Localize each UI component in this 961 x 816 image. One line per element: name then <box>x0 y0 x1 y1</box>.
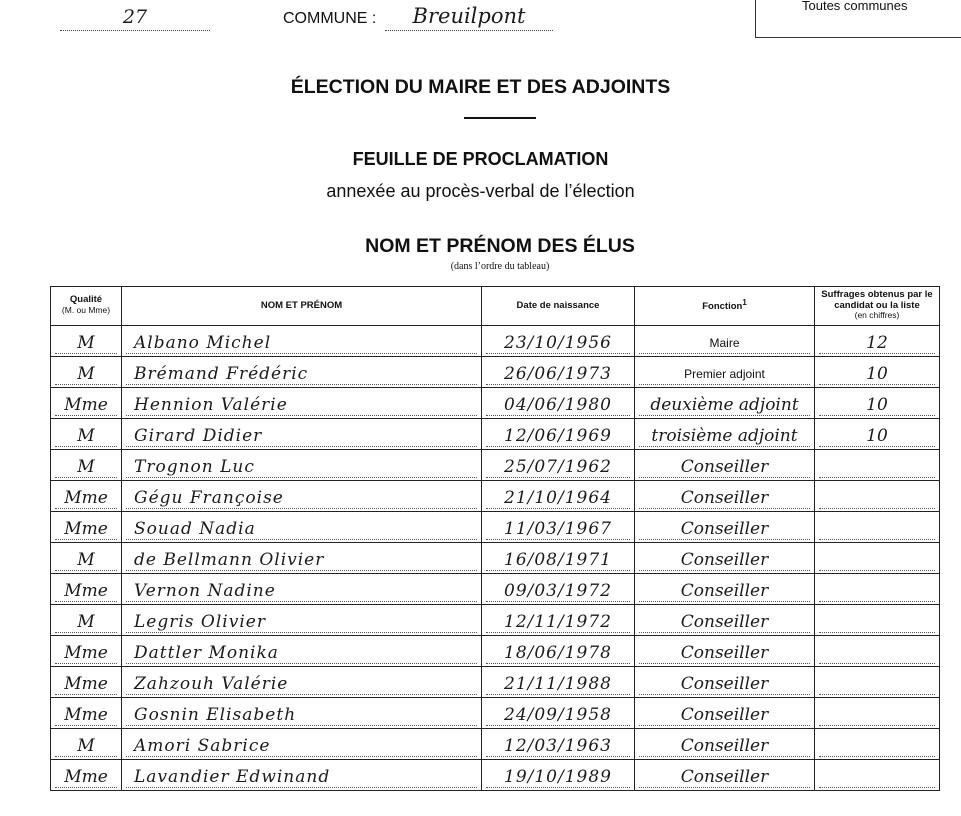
cell-suffrages-value <box>819 550 935 571</box>
cell-fonction <box>635 450 815 481</box>
cell-date-value: 21/10/1964 <box>486 488 630 509</box>
header-suffrages <box>815 287 940 326</box>
header-fonction-label: Fonction <box>702 301 743 313</box>
cell-suffrages <box>815 574 940 605</box>
cell-fonction <box>635 605 815 636</box>
cell-suffrages <box>815 388 940 419</box>
cell-date-value: 18/06/1978 <box>486 643 630 664</box>
cell-qualite-value: Mme <box>55 643 117 664</box>
cell-qualite-value: M <box>55 612 117 633</box>
departement-number: 27 <box>60 6 210 31</box>
cell-fonction-value: deuxième adjoint <box>639 395 810 416</box>
cell-nom-value: Trognon Luc <box>126 457 477 478</box>
cell-suffrages-value: 10 <box>819 426 935 447</box>
cell-qualite-value: Mme <box>55 674 117 695</box>
cell-suffrages <box>815 357 940 388</box>
cell-qualite <box>51 481 122 512</box>
cell-nom <box>122 419 482 450</box>
cell-date <box>482 760 635 791</box>
header-qualite-label: Qualité <box>69 294 103 306</box>
cell-fonction-value: troisième adjoint <box>639 426 810 447</box>
cell-qualite-value: M <box>55 457 117 478</box>
header-date: Date de naissance <box>482 287 635 326</box>
cell-suffrages <box>815 698 940 729</box>
cell-qualite-value: M <box>55 426 117 447</box>
header-qualite-sub: (M. ou Mme) <box>61 305 111 315</box>
document-title: ÉLECTION DU MAIRE ET DES ADJOINTS <box>290 76 671 98</box>
cell-qualite <box>51 729 122 760</box>
table-row <box>51 667 940 698</box>
table-row <box>51 698 940 729</box>
cell-fonction <box>635 636 815 667</box>
cell-qualite <box>51 574 122 605</box>
table-header-row <box>51 287 940 326</box>
header-nom: NOM ET PRÉNOM <box>122 287 482 326</box>
commune-label: COMMUNE : <box>283 10 377 27</box>
cell-date-value: 16/08/1971 <box>486 550 630 571</box>
cell-qualite <box>51 760 122 791</box>
header-qualite <box>51 287 122 326</box>
cell-date-value: 26/06/1973 <box>486 364 630 385</box>
cell-date <box>482 326 635 357</box>
cell-date-value: 12/03/1963 <box>486 736 630 757</box>
cell-date <box>482 419 635 450</box>
cell-qualite-value: Mme <box>55 705 117 726</box>
cell-date-value: 23/10/1956 <box>486 333 630 354</box>
cell-fonction <box>635 357 815 388</box>
cell-date <box>482 450 635 481</box>
cell-date-value: 12/06/1969 <box>486 426 630 447</box>
cell-date-value: 09/03/1972 <box>486 581 630 602</box>
section-subtitle: (dans l’ordre du tableau) <box>450 261 550 272</box>
cell-nom-value: Brémand Frédéric <box>126 364 477 385</box>
cell-nom <box>122 760 482 791</box>
title-divider <box>464 117 536 119</box>
cell-qualite-value: M <box>55 333 117 354</box>
cell-qualite <box>51 419 122 450</box>
cell-date-value: 21/11/1988 <box>486 674 630 695</box>
cell-suffrages-value <box>819 767 935 788</box>
table-row <box>51 543 940 574</box>
cell-suffrages <box>815 667 940 698</box>
table-row <box>51 760 940 791</box>
document-subtitle-annex: annexée au procès-verbal de l’élection <box>326 181 635 201</box>
table-row <box>51 450 940 481</box>
cell-suffrages-value <box>819 643 935 664</box>
cell-nom <box>122 667 482 698</box>
cell-fonction-value: Conseiller <box>639 767 810 788</box>
header-fonction <box>635 287 815 326</box>
cell-fonction <box>635 481 815 512</box>
cell-qualite-value: Mme <box>55 581 117 602</box>
cell-fonction <box>635 698 815 729</box>
cell-fonction <box>635 667 815 698</box>
table-row <box>51 574 940 605</box>
cell-fonction <box>635 574 815 605</box>
cell-date-value: 12/11/1972 <box>486 612 630 633</box>
cell-qualite-value: Mme <box>55 395 117 416</box>
cell-suffrages <box>815 729 940 760</box>
cell-qualite-value: M <box>55 736 117 757</box>
cell-fonction-value: Conseiller <box>639 736 810 757</box>
cell-nom-value: Amori Sabrice <box>126 736 477 757</box>
cell-date <box>482 512 635 543</box>
cell-date <box>482 636 635 667</box>
cell-nom-value: Gégu Françoise <box>126 488 477 509</box>
cell-nom-value: Albano Michel <box>126 333 477 354</box>
cell-suffrages-value: 10 <box>819 364 935 385</box>
cell-nom-value: Vernon Nadine <box>126 581 477 602</box>
cell-date <box>482 543 635 574</box>
cell-nom-value: Souad Nadia <box>126 519 477 540</box>
elected-officials-table <box>50 286 940 791</box>
cell-suffrages-value <box>819 457 935 478</box>
cell-date-value: 25/07/1962 <box>486 457 630 478</box>
table-row <box>51 729 940 760</box>
cell-nom-value: Zahzouh Valérie <box>126 674 477 695</box>
cell-nom <box>122 326 482 357</box>
cell-suffrages-value <box>819 612 935 633</box>
table-row <box>51 388 940 419</box>
cell-qualite <box>51 605 122 636</box>
cell-qualite-value: M <box>55 550 117 571</box>
cell-suffrages-value <box>819 519 935 540</box>
cell-nom-value: Lavandier Edwinand <box>126 767 477 788</box>
table-row <box>51 605 940 636</box>
cell-qualite <box>51 636 122 667</box>
cell-fonction <box>635 512 815 543</box>
cell-nom <box>122 574 482 605</box>
cell-fonction-value: Maire <box>639 333 810 354</box>
cell-fonction-value: Conseiller <box>639 705 810 726</box>
cell-fonction-value: Conseiller <box>639 674 810 695</box>
cell-qualite-value: Mme <box>55 519 117 540</box>
cell-suffrages-value: 12 <box>819 333 935 354</box>
cell-qualite <box>51 388 122 419</box>
cell-suffrages <box>815 760 940 791</box>
document-subtitle: FEUILLE DE PROCLAMATION <box>352 149 609 169</box>
header-suffrages-label: Suffrages obtenus par le candidat ou la liste <box>821 288 933 311</box>
cell-suffrages-value <box>819 581 935 602</box>
cell-suffrages-value <box>819 488 935 509</box>
cell-qualite-value: Mme <box>55 488 117 509</box>
cell-fonction-value: Conseiller <box>639 550 810 571</box>
cell-fonction <box>635 729 815 760</box>
cell-qualite <box>51 357 122 388</box>
cell-nom-value: Legris Olivier <box>126 612 477 633</box>
cell-date-value: 19/10/1989 <box>486 767 630 788</box>
cell-suffrages-value <box>819 736 935 757</box>
cell-fonction-value: Conseiller <box>639 581 810 602</box>
cell-fonction-value: Conseiller <box>639 488 810 509</box>
cell-date <box>482 481 635 512</box>
cell-nom <box>122 636 482 667</box>
commune-type-label: Toutes communes <box>802 0 908 13</box>
cell-date <box>482 729 635 760</box>
cell-suffrages <box>815 481 940 512</box>
cell-nom <box>122 605 482 636</box>
cell-nom <box>122 450 482 481</box>
cell-qualite-value: M <box>55 364 117 385</box>
cell-qualite <box>51 512 122 543</box>
cell-fonction <box>635 388 815 419</box>
cell-date <box>482 698 635 729</box>
table-row <box>51 636 940 667</box>
cell-nom-value: Dattler Monika <box>126 643 477 664</box>
commune-name: Breuilpont <box>385 4 553 31</box>
cell-nom <box>122 357 482 388</box>
cell-nom-value: de Bellmann Olivier <box>126 550 477 571</box>
cell-nom <box>122 543 482 574</box>
cell-date <box>482 388 635 419</box>
cell-suffrages <box>815 605 940 636</box>
cell-suffrages <box>815 326 940 357</box>
cell-nom-value: Hennion Valérie <box>126 395 477 416</box>
cell-date <box>482 667 635 698</box>
cell-fonction <box>635 326 815 357</box>
cell-nom <box>122 698 482 729</box>
cell-qualite-value: Mme <box>55 767 117 788</box>
cell-suffrages-value <box>819 674 935 695</box>
cell-fonction <box>635 419 815 450</box>
table-row <box>51 512 940 543</box>
cell-qualite <box>51 667 122 698</box>
cell-nom <box>122 388 482 419</box>
cell-nom-value: Gosnin Elisabeth <box>126 705 477 726</box>
cell-date-value: 11/03/1967 <box>486 519 630 540</box>
cell-fonction-value: Conseiller <box>639 457 810 478</box>
cell-nom-value: Girard Didier <box>126 426 477 447</box>
cell-qualite <box>51 450 122 481</box>
cell-suffrages <box>815 636 940 667</box>
cell-fonction-value: Conseiller <box>639 643 810 664</box>
table-row <box>51 481 940 512</box>
table-row <box>51 326 940 357</box>
cell-nom <box>122 481 482 512</box>
table-row <box>51 357 940 388</box>
cell-date <box>482 357 635 388</box>
header-fonction-footnote: 1 <box>742 298 747 308</box>
cell-qualite <box>51 698 122 729</box>
cell-date-value: 24/09/1958 <box>486 705 630 726</box>
cell-suffrages <box>815 512 940 543</box>
cell-fonction-value: Premier adjoint <box>639 364 810 385</box>
cell-qualite <box>51 326 122 357</box>
cell-date <box>482 605 635 636</box>
cell-suffrages-value <box>819 705 935 726</box>
cell-fonction-value: Conseiller <box>639 612 810 633</box>
cell-suffrages <box>815 543 940 574</box>
cell-nom <box>122 729 482 760</box>
cell-nom <box>122 512 482 543</box>
cell-suffrages-value: 10 <box>819 395 935 416</box>
section-title: NOM ET PRÉNOM DES ÉLUS <box>365 235 635 257</box>
cell-qualite <box>51 543 122 574</box>
cell-fonction <box>635 543 815 574</box>
cell-suffrages <box>815 450 940 481</box>
cell-fonction-value: Conseiller <box>639 519 810 540</box>
cell-date <box>482 574 635 605</box>
table-row <box>51 419 940 450</box>
cell-fonction <box>635 760 815 791</box>
cell-date-value: 04/06/1980 <box>486 395 630 416</box>
header-suffrages-sub: (en chiffres) <box>854 310 900 321</box>
cell-suffrages <box>815 419 940 450</box>
